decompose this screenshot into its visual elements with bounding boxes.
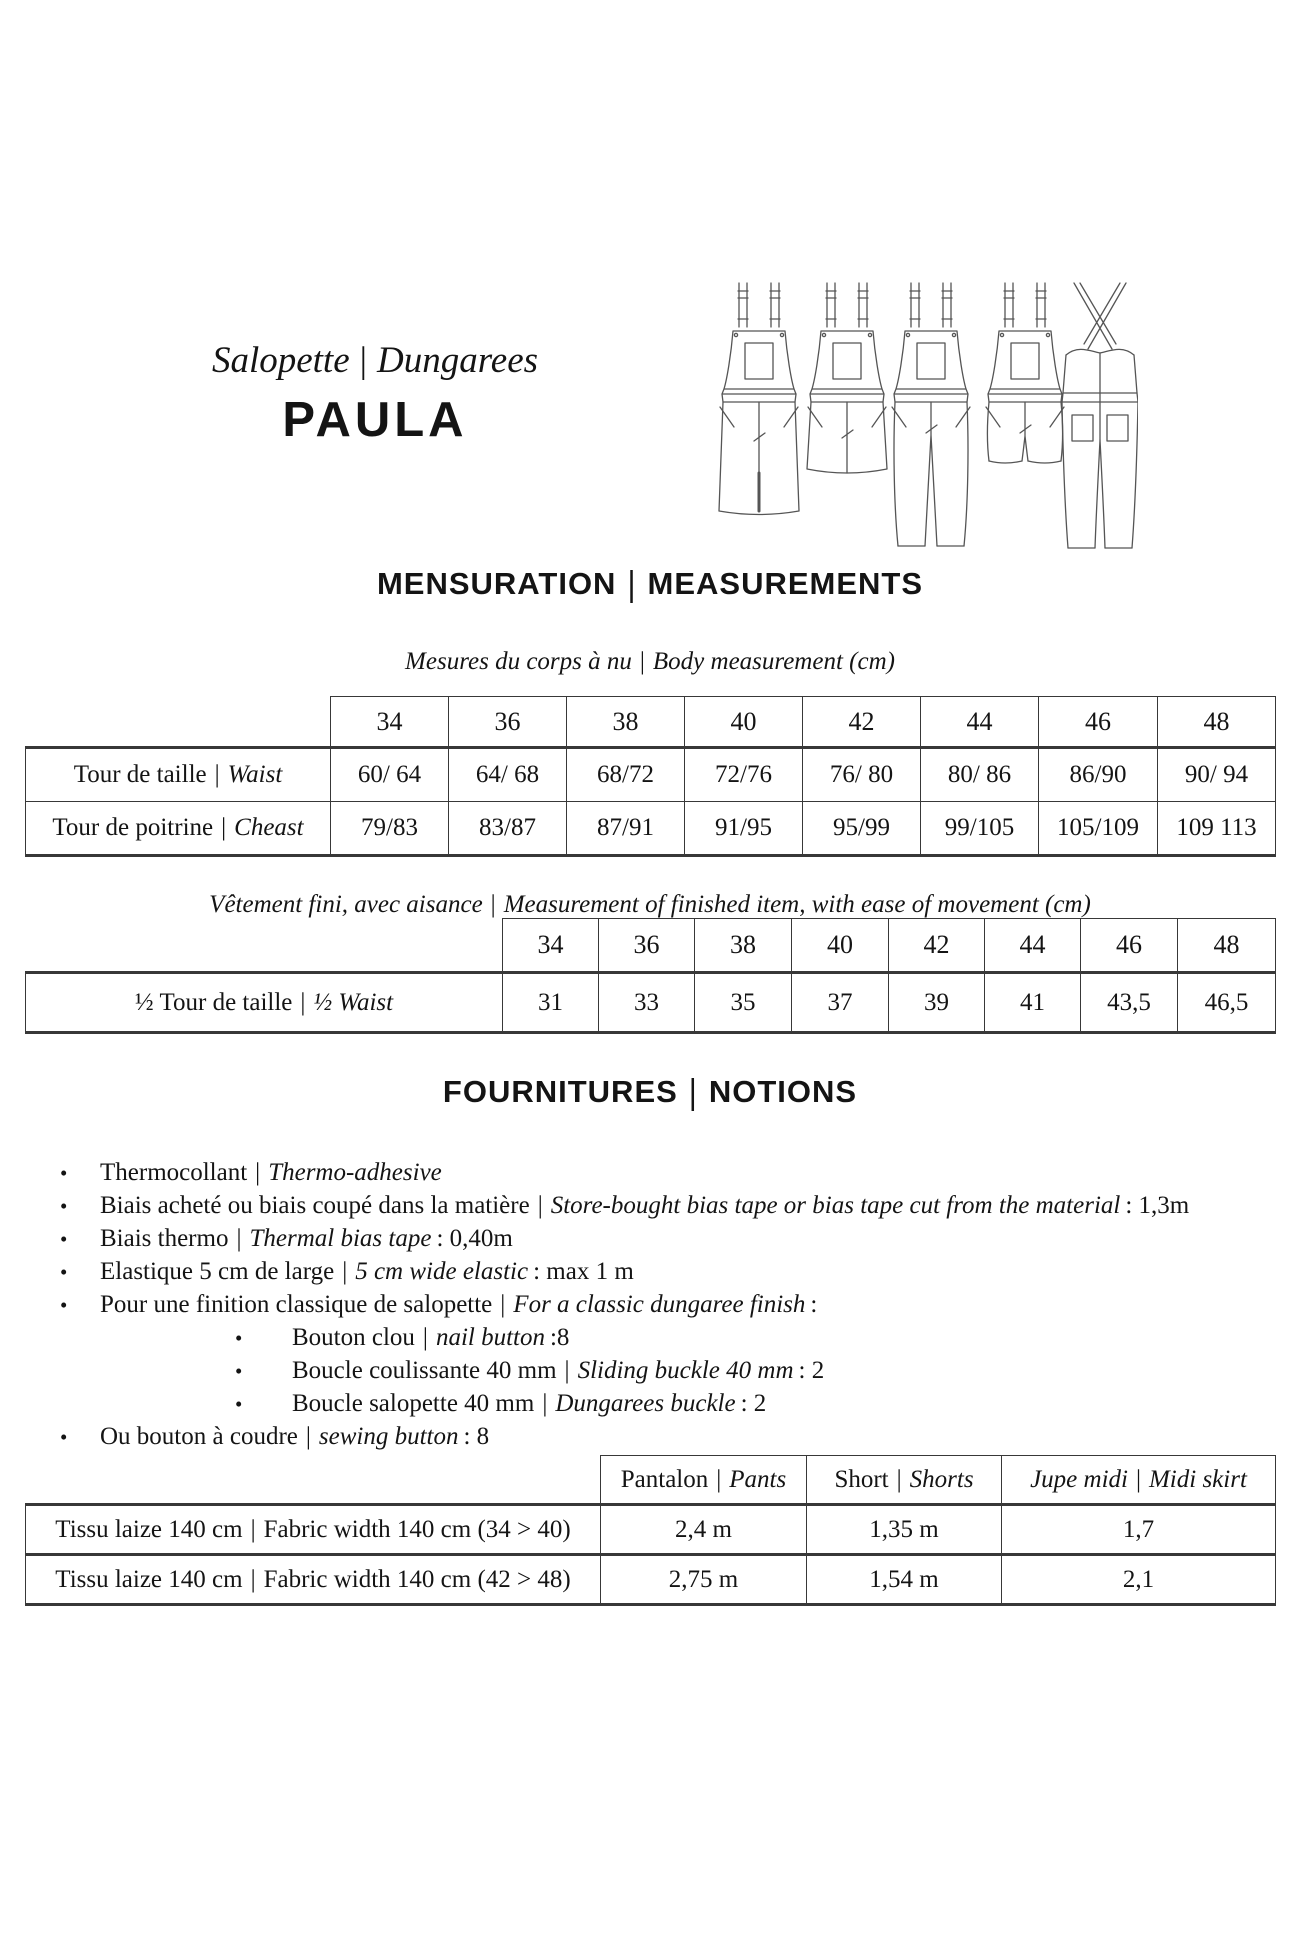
bullet-icon: • (60, 1293, 68, 1317)
divider: | (537, 1192, 543, 1219)
size-header-cell: 42 (803, 697, 921, 748)
divider: | (542, 1390, 548, 1417)
caption-fr: Vêtement fini, avec aisance (209, 891, 483, 918)
bullet-icon: • (60, 1161, 68, 1185)
row-label-en: Cheast (234, 814, 304, 841)
drawing-dungaree-pants-back (1062, 283, 1138, 548)
measurement-cell: 87/91 (567, 802, 685, 856)
size-header-cell: 48 (1158, 697, 1276, 748)
measurement-cell: 105/109 (1039, 802, 1158, 856)
list-item: • Thermocollant | Thermo-adhesive (55, 1156, 1265, 1189)
divider: | (716, 1465, 722, 1493)
drawing-dungaree-short-skirt-front (807, 283, 887, 473)
pattern-subtitle (150, 338, 600, 384)
size-header-cell: 36 (599, 919, 695, 973)
divider: | (255, 1159, 261, 1186)
divider: | (300, 988, 306, 1016)
row-label (26, 802, 331, 856)
fabric-row-42-48 (26, 1555, 1276, 1605)
bullet-icon: • (235, 1392, 243, 1416)
fabric-cell: 1,35 m (807, 1505, 1002, 1555)
size-header-cell: 34 (331, 697, 449, 748)
caption-en: Measurement of finished item, with ease of movement (cm) (503, 891, 1091, 918)
column-header-shorts: Short | Shorts (807, 1456, 1002, 1505)
divider: | (236, 1225, 242, 1252)
dungaree-drawings-svg (693, 253, 1138, 568)
size-header-cell: 46 (1081, 919, 1178, 973)
row-label (26, 973, 503, 1033)
measurement-cell: 64/ 68 (449, 748, 567, 802)
divider: | (500, 1291, 506, 1318)
finished-garment-table (25, 918, 1276, 1034)
fabric-cell: 1,7 (1002, 1505, 1276, 1555)
size-header-cell: 34 (503, 919, 599, 973)
size-header-cell: 36 (449, 697, 567, 748)
size-header-cell: 38 (695, 919, 792, 973)
measurement-cell: 43,5 (1081, 973, 1178, 1033)
divider: | (490, 891, 496, 918)
row-label: Tissu laize 140 cm | Fabric width 140 cm (42 > 48) (26, 1555, 601, 1605)
fabric-header-row (26, 1456, 1276, 1505)
measurement-cell: 95/99 (803, 802, 921, 856)
measurement-cell: 33 (599, 973, 695, 1033)
subtitle-fr: Salopette (211, 340, 350, 381)
bullet-icon: • (60, 1425, 68, 1449)
measurement-cell: 60/ 64 (331, 748, 449, 802)
body-measurements-caption (0, 648, 1300, 676)
body-measurements-table (25, 696, 1276, 857)
notions-list (55, 1156, 1265, 1453)
sub-list-item: • Boucle coulissante 40 mm | Sliding buckle 40 mm : 2 (230, 1354, 1265, 1387)
size-header-row (26, 697, 1276, 748)
measurements-heading (0, 563, 1300, 604)
measurement-cell: 31 (503, 973, 599, 1033)
subtitle-en: Dungarees (377, 340, 539, 381)
measurement-cell: 72/76 (685, 748, 803, 802)
fabric-cell: 2,1 (1002, 1555, 1276, 1605)
fabric-cell: 2,75 m (601, 1555, 807, 1605)
measurement-cell: 37 (792, 973, 889, 1033)
measurement-cell: 86/90 (1039, 748, 1158, 802)
measurements-heading-fr: MENSURATION (376, 566, 617, 601)
divider: | (422, 1324, 428, 1351)
divider: | (214, 761, 220, 788)
size-header-cell: 48 (1178, 919, 1276, 973)
bullet-icon: • (60, 1194, 68, 1218)
measurement-cell: 83/87 (449, 802, 567, 856)
fabric-cell: 2,4 m (601, 1505, 807, 1555)
finished-garment-caption (0, 891, 1300, 919)
measurement-cell: 35 (695, 973, 792, 1033)
measurement-cell: 99/105 (921, 802, 1039, 856)
divider: | (359, 340, 368, 381)
size-header-cell: 44 (985, 919, 1081, 973)
fabric-row-34-40 (26, 1505, 1276, 1555)
notions-heading (0, 1071, 1300, 1112)
size-header-cell: 44 (921, 697, 1039, 748)
row-label-en: Waist (227, 761, 283, 788)
divider: | (896, 1465, 902, 1493)
divider: | (250, 1515, 256, 1543)
measurement-cell: 41 (985, 973, 1081, 1033)
measurement-cell: 80/ 86 (921, 748, 1039, 802)
row-label: Tissu laize 140 cm | Fabric width 140 cm (34 > 40) (26, 1505, 601, 1555)
bullet-icon: • (235, 1359, 243, 1383)
drawing-dungaree-pants-front (892, 283, 970, 546)
measurement-cell: 91/95 (685, 802, 803, 856)
list-item: • Ou bouton à coudre | sewing button : 8 (55, 1420, 1265, 1453)
measurement-cell: 46,5 (1178, 973, 1276, 1033)
row-label-en: ½ Waist (313, 988, 394, 1016)
blank-cell (26, 1456, 601, 1505)
fabric-requirements-table (25, 1455, 1276, 1606)
divider: | (221, 814, 227, 841)
technical-drawings (693, 253, 1138, 568)
blank-cell (26, 919, 503, 973)
measurements-heading-en: MEASUREMENTS (647, 566, 924, 601)
measurement-cell: 109 113 (1158, 802, 1276, 856)
caption-en: Body measurement (cm) (652, 648, 895, 675)
row-label-fr: Tour de poitrine (52, 814, 214, 841)
measurement-cell: 90/ 94 (1158, 748, 1276, 802)
measurement-cell: 79/83 (331, 802, 449, 856)
blank-cell (26, 697, 331, 748)
list-item: • Biais acheté ou biais coupé dans la matière | Store-bought bias tape or bias tape cut from the material : 1,3m (55, 1189, 1265, 1222)
column-header-pants: Pantalon | Pants (601, 1456, 807, 1505)
divider: | (564, 1357, 570, 1384)
drawing-dungaree-shorts-front (986, 283, 1064, 463)
measurement-cell: 68/72 (567, 748, 685, 802)
table-row-chest (26, 802, 1276, 856)
divider: | (627, 563, 637, 604)
size-header-cell: 46 (1039, 697, 1158, 748)
row-label (26, 748, 331, 802)
notions-heading-en: NOTIONS (708, 1074, 858, 1109)
measurement-cell: 39 (889, 973, 985, 1033)
divider: | (305, 1423, 311, 1450)
table-row-waist (26, 748, 1276, 802)
list-item: • Biais thermo | Thermal bias tape : 0,40m (55, 1222, 1265, 1255)
pattern-name: PAULA (282, 393, 468, 448)
measurement-cell: 76/ 80 (803, 748, 921, 802)
divider: | (688, 1071, 698, 1112)
size-header-cell: 40 (685, 697, 803, 748)
row-label-fr: ½ Tour de taille (134, 988, 293, 1016)
list-item: • Elastique 5 cm de large | 5 cm wide elastic : max 1 m (55, 1255, 1265, 1288)
size-header-cell: 40 (792, 919, 889, 973)
bullet-icon: • (60, 1260, 68, 1284)
fabric-cell: 1,54 m (807, 1555, 1002, 1605)
divider: | (1135, 1465, 1141, 1493)
size-header-cell: 42 (889, 919, 985, 973)
drawing-dungaree-midi-skirt-front (719, 283, 799, 515)
title-block (150, 338, 600, 448)
divider: | (250, 1565, 256, 1593)
column-header-midi-skirt: Jupe midi | Midi skirt (1002, 1456, 1276, 1505)
sub-list-item: • Boucle salopette 40 mm | Dungarees buckle : 2 (230, 1387, 1265, 1420)
bullet-icon: • (235, 1326, 243, 1350)
notions-heading-fr: FOURNITURES (442, 1074, 678, 1109)
divider: | (342, 1258, 348, 1285)
caption-fr: Mesures du corps à nu (405, 648, 632, 675)
size-header-row (26, 919, 1276, 973)
list-item: • Pour une finition classique de salopette | For a classic dungaree finish : (55, 1288, 1265, 1321)
row-label-fr: Tour de taille (73, 761, 207, 788)
size-header-cell: 38 (567, 697, 685, 748)
table-row-half-waist (26, 973, 1276, 1033)
bullet-icon: • (60, 1227, 68, 1251)
divider: | (639, 648, 645, 675)
sub-list-item: • Bouton clou | nail button :8 (230, 1321, 1265, 1354)
